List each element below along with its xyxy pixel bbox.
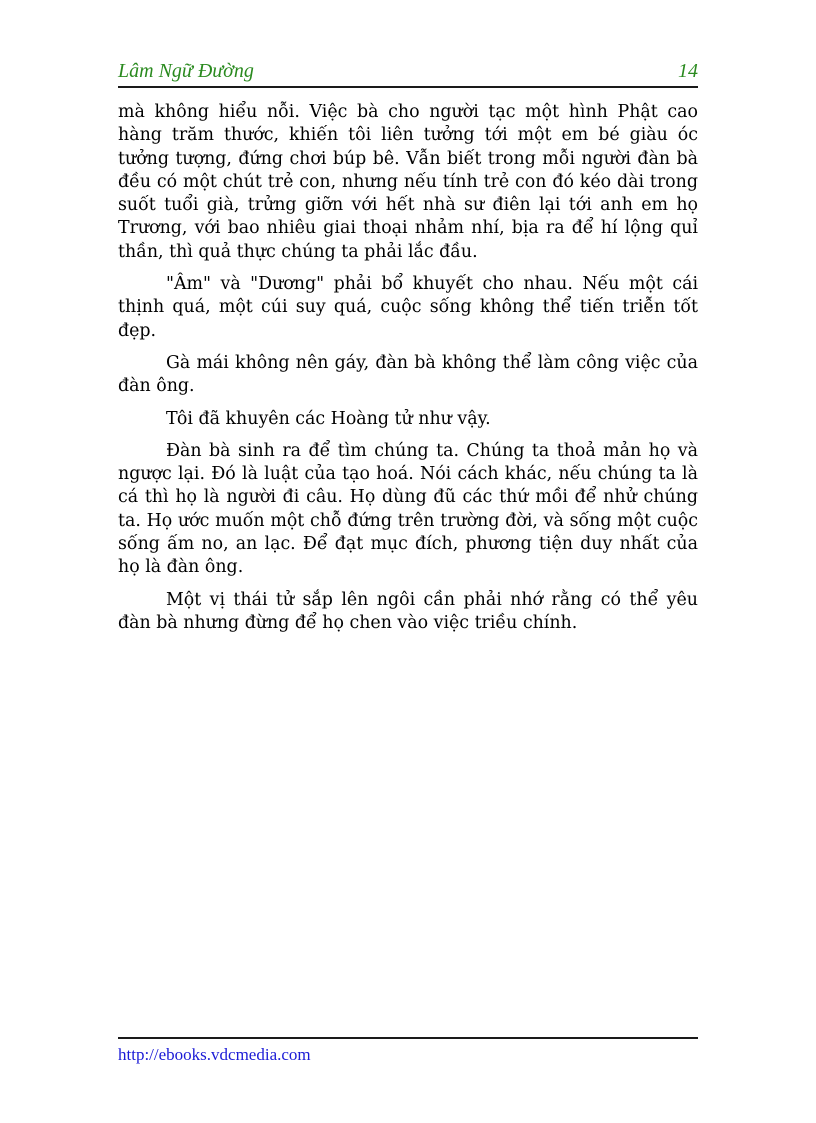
body-text (118, 101, 698, 644)
paragraph: Gà mái không nên gáy, đàn bà không thể làm công việc của đàn ông. (118, 352, 698, 397)
page-footer (118, 1037, 698, 1065)
paragraph: "Âm" và "Dương" phải bổ khuyết cho nhau. Nếu một cái thịnh quá, một cúi suy quá, cuộc sống không thể tiến triễn tốt đẹp. (118, 274, 698, 341)
paragraph: Đàn bà sinh ra để tìm chúng ta. Chúng ta thoả mản họ và ngược lại. Đó là luật của tạo hoá. Nói cách khác, nếu chúng ta là cá thì họ là người đi câu. Họ dùng đũ các thứ mồi để nhử chúng ta. Họ ước muốn một chỗ đứng trên trường đời, và sống một cuộc sống ấm no, an lạc. Để đạt mục đích, phương tiện duy nhất của họ là đàn ông. (118, 440, 698, 578)
paragraph: Tôi đã khuyên các Hoàng tử như vậy. (166, 408, 491, 429)
book-title: Lâm Ngữ Đường (118, 60, 254, 82)
paragraph: Một vị thái tử sắp lên ngôi cần phải nhớ rằng có thể yêu đàn bà nhưng đừng để họ chen vào việc triều chính. (118, 589, 698, 633)
paragraph: mà không hiểu nỗi. Việc bà cho người tạc một hình Phật cao hàng trăm thước, khiến tôi liên tưởng tới một em bé giàu óc tưởng tượng, đứng chơi búp bê. Vẫn biết trong mỗi người đàn bà đều có một chút trẻ con, nhưng nếu tính trẻ con đó kéo dài trong suốt tuổi già, trửng giỡn với hết nhà sư điên lại tới anh em họ Trương, với bao nhiêu giai thoại nhảm nhí, bịa ra để hí lộng quỉ thần, thì quả thực chúng ta phải lắc đầu. (118, 102, 698, 262)
page-number: 14 (678, 60, 698, 82)
footer-link[interactable]: http://ebooks.vdcmedia.com (118, 1045, 311, 1064)
page-header (118, 58, 698, 88)
